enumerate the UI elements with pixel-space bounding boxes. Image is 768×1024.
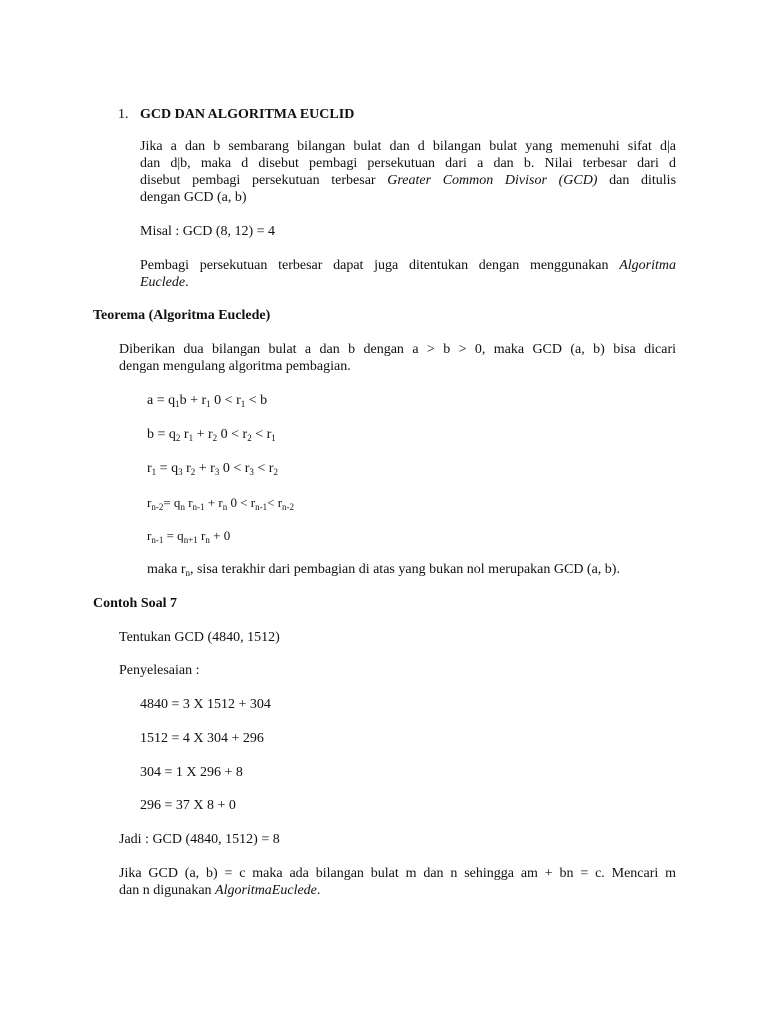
- solution-step: 4840 = 3 X 1512 + 304: [140, 697, 271, 712]
- section-title: GCD DAN ALGORITMA EUCLID: [140, 107, 355, 122]
- paragraph-line: [140, 274, 676, 291]
- paragraph-line: dengan mengulang algoritma pembagian.: [119, 359, 351, 374]
- solution-step: 296 = 37 X 8 + 0: [140, 798, 236, 813]
- algorithm-paragraph: [140, 257, 676, 291]
- paragraph-line: dan d|b, maka d disebut pembagi persekutuan dari a dan b. Nilai terbesar dari d: [140, 156, 676, 171]
- paragraph-line: dengan GCD (a, b): [140, 190, 247, 205]
- solution-result: Jadi : GCD (4840, 1512) = 8: [119, 832, 280, 847]
- paragraph-line: dan n digunakan AlgoritmaEuclede.: [119, 883, 321, 898]
- paragraph-text: disebut pembagi persekutuan terbesar: [140, 173, 376, 188]
- example-title: Contoh Soal 7: [93, 596, 178, 611]
- solution-label: Penyelesaian :: [119, 663, 200, 678]
- algorithm-term: Algoritma: [619, 258, 677, 273]
- theorem-title: Teorema (Algoritma Euclede): [93, 308, 271, 323]
- gcd-term: Greater Common Divisor (GCD): [387, 173, 598, 188]
- solution-step: 304 = 1 X 296 + 8: [140, 765, 243, 780]
- paragraph-text: .: [185, 275, 189, 290]
- theorem-intro: [119, 341, 676, 375]
- equation-4: $r_{n-2}= q_n$ $r_{n-1} + r_n$ $0 < r_{n-1}< r_{n-2}$: [147, 495, 295, 512]
- algorithm-term: AlgoritmaEuclede: [215, 883, 317, 898]
- closing-paragraph: [119, 865, 676, 899]
- paragraph-text: Pembagi persekutuan terbesar dapat juga ditentukan dengan menggunakan: [140, 258, 609, 273]
- paragraph-line: Jika a dan b sembarang bilangan bulat dan d bilangan bulat yang memenuhi sifat d|a: [140, 139, 676, 154]
- theorem-conclusion: maka $r_n$, sisa terakhir dari pembagian di atas yang bukan nol merupakan GCD (a, b).: [147, 562, 620, 578]
- paragraph-line: Diberikan dua bilangan bulat a dan b dengan a > b > 0, maka GCD (a, b) bisa dicari: [119, 342, 676, 357]
- example-task: Tentukan GCD (4840, 1512): [119, 630, 280, 645]
- algorithm-term: Euclede: [140, 275, 186, 290]
- example-line: Misal : GCD (8, 12) = 4: [140, 224, 276, 239]
- equation-3: $r_1 = q_3$ $r_2 + r_3$ $0 < r_3 < r_2$: [147, 461, 278, 477]
- paragraph-line: Jika GCD (a, b) = c maka ada bilangan bulat m dan n sehingga am + bn = c. Mencari m: [119, 866, 676, 881]
- equation-5: $r_{n-1} = q_{n+1}$ $r_n + 0$: [147, 528, 231, 545]
- equation-1: $a = q_1b + r_1$ $0 < r_1 < b$: [147, 393, 268, 409]
- paragraph-line: [140, 172, 676, 189]
- definition-paragraph: [140, 138, 676, 206]
- paragraph-text: dan ditulis: [597, 173, 677, 188]
- section-number: 1.: [118, 107, 129, 122]
- equation-2: $b = q_2$ $r_1 + r_2$ $0 < r_2 < r_1$: [147, 427, 276, 443]
- paragraph-line: [140, 257, 676, 274]
- solution-step: 1512 = 4 X 304 + 296: [140, 731, 264, 746]
